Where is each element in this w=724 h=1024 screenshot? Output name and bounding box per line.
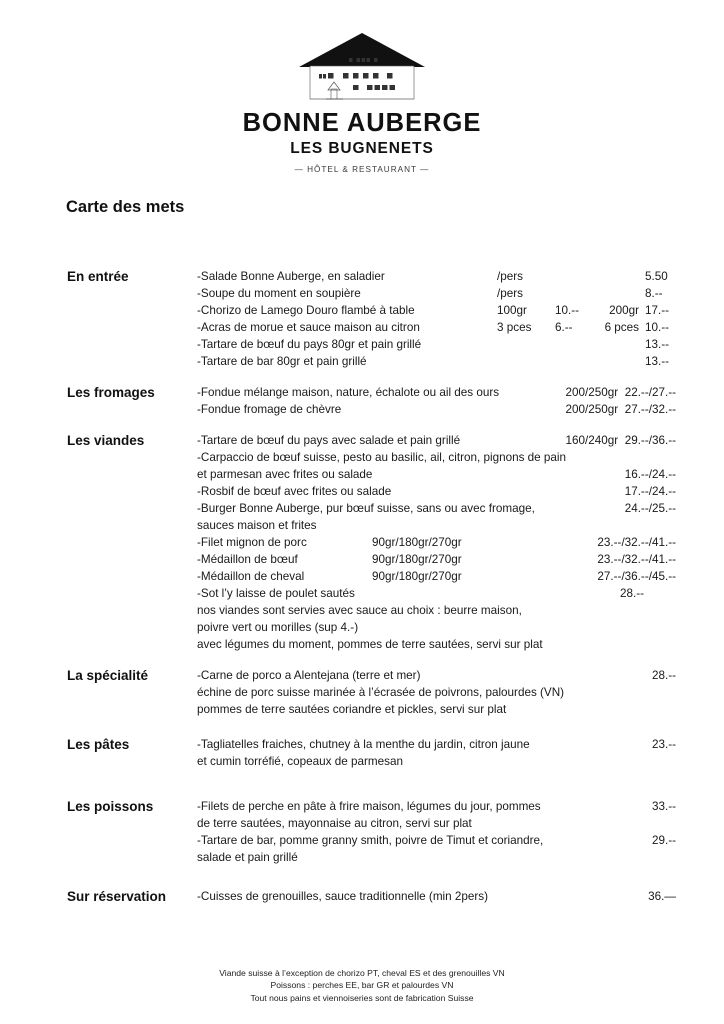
auberge-building-icon: [297, 30, 427, 102]
item-price-1: 6.--: [555, 321, 573, 334]
menu-row: [197, 483, 676, 500]
section-rows: [197, 432, 676, 653]
section-rows: [197, 384, 676, 418]
menu-row: [197, 336, 676, 353]
section-label: En entrée: [67, 269, 129, 284]
item-price-value: 28.--: [619, 587, 644, 600]
menu-row: [197, 636, 676, 653]
item-unit-1: /pers: [497, 270, 523, 283]
menu-row: [197, 500, 676, 517]
item-price-1: 10.--: [555, 304, 580, 317]
item-price-value: 33.--: [651, 800, 676, 813]
item-price-value: 27.--/36.--/45.--: [597, 570, 676, 583]
menu-body: [0, 268, 724, 919]
item-description: -Carpaccio de bœuf suisse, pesto au basilic, ail, citron, pignons de pain: [197, 451, 567, 464]
menu-row: [197, 551, 676, 568]
item-description: -Tartare de bœuf du pays avec salade et pain grillé: [197, 434, 461, 447]
item-price: [566, 432, 676, 449]
menu-row: [197, 384, 676, 401]
item-unit-2: 6 pces: [604, 321, 639, 334]
menu-section-reservation: [0, 888, 724, 905]
section-label: Les poissons: [67, 799, 154, 814]
footer-line-3: Tout nous pains et viennoiseries sont de fabrication Suisse: [250, 992, 474, 1003]
footer-line-1: Viande suisse à l’exception de chorizo PT, cheval ES et des grenouilles VN: [219, 967, 505, 978]
section-label: Les pâtes: [67, 737, 130, 752]
item-description: de terre sautées, mayonnaise au citron, servi sur plat: [197, 817, 472, 830]
menu-row: [197, 815, 676, 832]
menu-row: [197, 701, 676, 718]
menu-row: [197, 798, 676, 815]
menu-row: [197, 466, 676, 483]
menu-section-viandes: [0, 432, 724, 653]
item-description: -Médaillon de bœuf: [197, 553, 298, 566]
item-description: avec légumes du moment, pommes de terre sautées, servi sur plat: [197, 638, 543, 651]
brand-subtitle: LES BUGNENETS: [290, 139, 434, 157]
menu-section-pates: [0, 736, 724, 770]
menu-footer: [0, 967, 724, 1005]
item-description: poivre vert ou morilles (sup 4.-): [197, 621, 359, 634]
item-price-value: 24.--/25.--: [624, 502, 676, 515]
item-price-2: 13.--: [645, 338, 670, 351]
section-label: Les fromages: [67, 385, 155, 400]
item-description: -Acras de morue et sauce maison au citron: [197, 321, 420, 334]
menu-row: [197, 401, 676, 418]
item-description: pommes de terre sautées coriandre et pickles, servi sur plat: [197, 703, 507, 716]
item-description: -Fondue mélange maison, nature, échalote ou ail des ours: [197, 386, 500, 399]
item-description: -Tagliatelles fraiches, chutney à la menthe du jardin, citron jaune: [197, 738, 530, 751]
menu-section-specialite: [0, 667, 724, 718]
item-description: nos viandes sont servies avec sauce au choix : beurre maison,: [197, 604, 522, 617]
item-price-2: 13.--: [645, 355, 670, 368]
section-rows: [197, 667, 676, 718]
item-price: [566, 401, 676, 418]
section-label: La spécialité: [67, 668, 149, 683]
menu-section-poissons: [0, 798, 724, 866]
item-price-value: 28.--: [651, 669, 676, 682]
brand-tagline: — HÔTEL & RESTAURANT —: [294, 164, 430, 174]
item-description: et parmesan avec frites ou salade: [197, 468, 373, 481]
section-label: Les viandes: [67, 433, 145, 448]
item-weight: 160/240gr: [565, 434, 619, 447]
menu-row: [197, 268, 676, 285]
item-price: [566, 384, 676, 401]
menu-row: [197, 285, 676, 302]
item-weight: 90gr/180gr/270gr: [372, 553, 462, 566]
item-price-value: 36.—: [648, 890, 676, 903]
item-price-value: 27.--/32.--: [624, 403, 676, 416]
item-unit-1: 3 pces: [497, 321, 532, 334]
item-price-value: 29.--/36.--: [624, 434, 676, 447]
item-description: -Sot l’y laisse de poulet sautés: [197, 587, 355, 600]
menu-row: [197, 302, 676, 319]
item-description: -Fondue fromage de chèvre: [197, 403, 342, 416]
section-rows: [197, 268, 676, 370]
item-description: -Salade Bonne Auberge, en saladier: [197, 270, 385, 283]
item-description: -Tartare de bar 80gr et pain grillé: [197, 355, 367, 368]
item-price-value: 23.--/32.--/41.--: [597, 553, 676, 566]
item-price-2: 5.50: [645, 270, 668, 283]
menu-section-entrees: [0, 268, 724, 370]
item-description: -Filet mignon de porc: [197, 536, 307, 549]
item-price-value: 29.--: [651, 834, 676, 847]
item-description: -Soupe du moment en soupière: [197, 287, 361, 300]
menu-section-fromages: [0, 384, 724, 418]
item-description: sauces maison et frites: [197, 519, 317, 532]
menu-row: [197, 849, 676, 866]
menu-row: [197, 534, 676, 551]
menu-row: [197, 619, 676, 636]
item-unit-2: 200gr: [609, 304, 639, 317]
item-price-value: 23.--/32.--/41.--: [597, 536, 676, 549]
item-description: -Carne de porco a Alentejana (terre et mer): [197, 669, 421, 682]
item-weight: 200/250gr: [565, 403, 619, 416]
menu-row: [197, 602, 676, 619]
item-weight: 90gr/180gr/270gr: [372, 570, 462, 583]
item-description: -Filets de perche en pâte à frire maison, légumes du jour, pommes: [197, 800, 541, 813]
item-price-2: 10.--: [645, 321, 670, 334]
menu-row: [197, 517, 676, 534]
item-description: -Cuisses de grenouilles, sauce traditionnelle (min 2pers): [197, 890, 489, 903]
menu-row: [197, 432, 676, 449]
item-price-value: 17.--/24.--: [624, 485, 676, 498]
item-description: échine de porc suisse marinée à l’écrasée de poivrons, palourdes (VN): [197, 686, 565, 699]
item-description: -Tartare de bar, pomme granny smith, poivre de Timut et coriandre,: [197, 834, 544, 847]
section-rows: [197, 798, 676, 866]
item-unit-1: 100gr: [497, 304, 527, 317]
item-description: salade et pain grillé: [197, 851, 298, 864]
section-rows: [197, 736, 676, 770]
menu-row: [197, 319, 676, 336]
item-description: -Rosbif de bœuf avec frites ou salade: [197, 485, 392, 498]
menu-row: [197, 753, 676, 770]
item-description: -Burger Bonne Auberge, pur bœuf suisse, sans ou avec fromage,: [197, 502, 535, 515]
item-price-2: 8.--: [645, 287, 663, 300]
item-description: et cumin torréfié, copeaux de parmesan: [197, 755, 403, 768]
brand-name: BONNE AUBERGE: [242, 109, 482, 137]
menu-row: [197, 353, 676, 370]
section-rows: [197, 888, 676, 905]
item-weight: 90gr/180gr/270gr: [372, 536, 462, 549]
menu-row: [197, 585, 676, 602]
item-weight: 200/250gr: [565, 386, 619, 399]
menu-row: [197, 684, 676, 701]
menu-row: [197, 568, 676, 585]
item-price-value: 22.--/27.--: [624, 386, 676, 399]
menu-row: [197, 888, 676, 905]
item-price-2: 17.--: [645, 304, 670, 317]
section-label: Sur réservation: [67, 889, 167, 904]
item-price-value: 16.--/24.--: [624, 468, 676, 481]
item-description: -Chorizo de Lamego Douro flambé à table: [197, 304, 415, 317]
footer-line-2: Poissons : perches EE, bar GR et palourdes VN: [270, 980, 454, 990]
item-description: -Médaillon de cheval: [197, 570, 305, 583]
menu-row: [197, 832, 676, 849]
menu-row: [197, 449, 676, 466]
menu-row: [197, 667, 676, 684]
menu-header: [0, 0, 724, 174]
menu-row: [197, 736, 676, 753]
item-unit-1: /pers: [497, 287, 523, 300]
item-description: -Tartare de bœuf du pays 80gr et pain grillé: [197, 338, 422, 351]
page-title: Carte des mets: [66, 198, 185, 216]
item-price-value: 23.--: [651, 738, 676, 751]
